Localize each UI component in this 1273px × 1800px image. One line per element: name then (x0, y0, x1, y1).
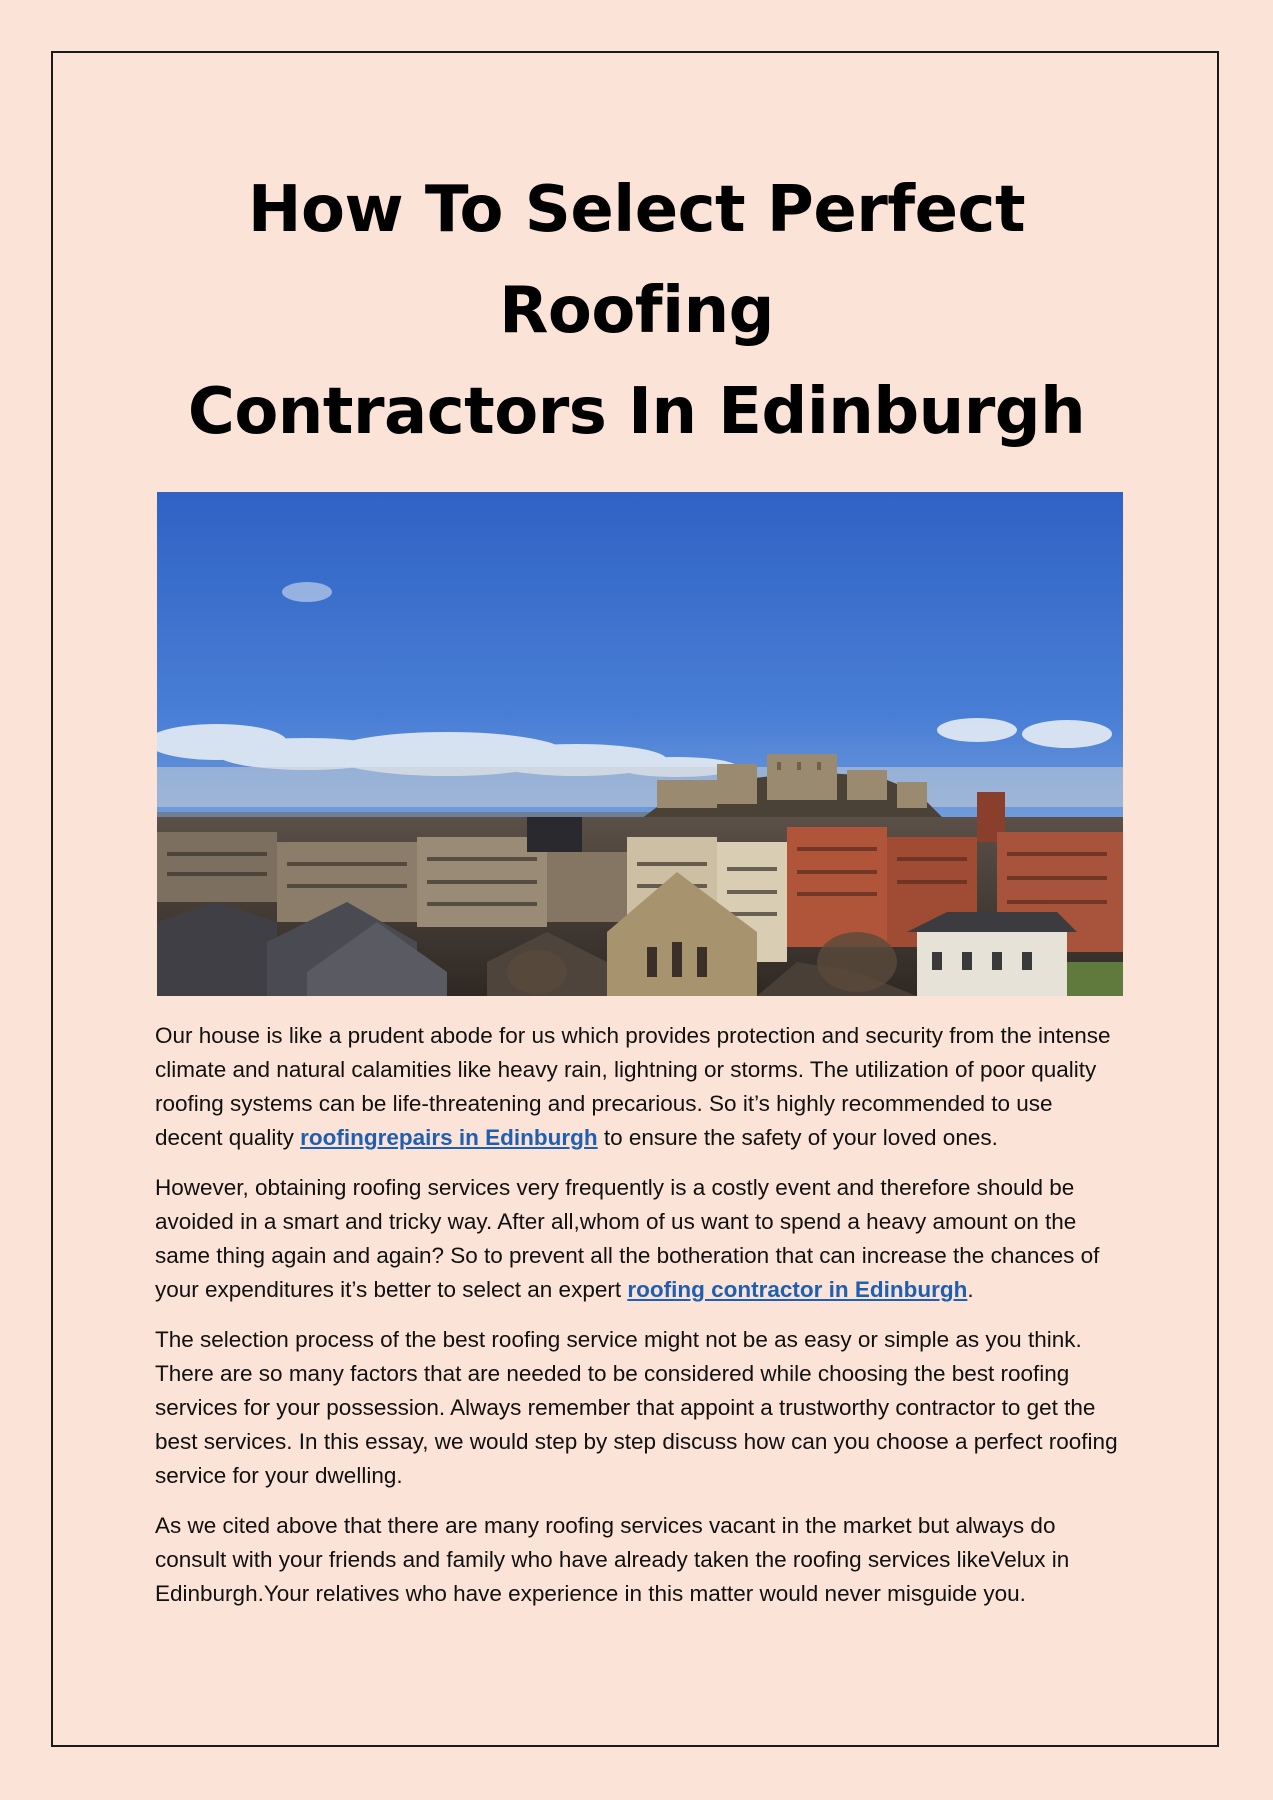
paragraph-1: Our house is like a prudent abode for us which provides protection and security from the intense climate and natural calamities like heavy rain, lightning or storms. The utilization of poor quality roofing systems can be life-threatening and precarious. So it’s highly recommended to use decent quality roofingrepairs in Edinburgh to ensure the safety of your loved ones. (155, 1023, 1111, 1150)
paragraph-2: However, obtaining roofing services very frequently is a costly event and therefore should be avoided in a smart and tricky way. After all,whom of us want to spend a heavy amount on the same thing again and again? So to prevent all the botheration that can increase the chances of your expenditures it’s better to select an expert roofing contractor in Edinburgh. (155, 1175, 1100, 1302)
paragraph-4: As we cited above that there are many roofing services vacant in the market but always do consult with your friends and family who have already taken the roofing services likeVelux in Edinburgh.Your relatives who have experience in this matter would never misguide you. (155, 1513, 1070, 1606)
title-line-2: Contractors In Edinburgh (187, 375, 1086, 449)
edinburgh-skyline-photo (157, 492, 1123, 996)
link-roofing-repairs[interactable]: roofingrepairs in Edinburgh (300, 1125, 598, 1150)
article-body (155, 1019, 1125, 1627)
document-title (120, 160, 1153, 463)
link-roofing-contractor[interactable]: roofing contractor in Edinburgh (627, 1277, 968, 1302)
paragraph-3: The selection process of the best roofing service might not be as easy or simple as you think. There are so many factors that are needed to be considered while choosing the best roofing services for your possession. Always remember that appoint a trustworthy contractor to get the best services. In this essay, we would step by step discuss how can you choose a perfect roofing service for your dwelling. (155, 1327, 1118, 1488)
title-line-1: How To Select Perfect Roofing (247, 173, 1026, 348)
